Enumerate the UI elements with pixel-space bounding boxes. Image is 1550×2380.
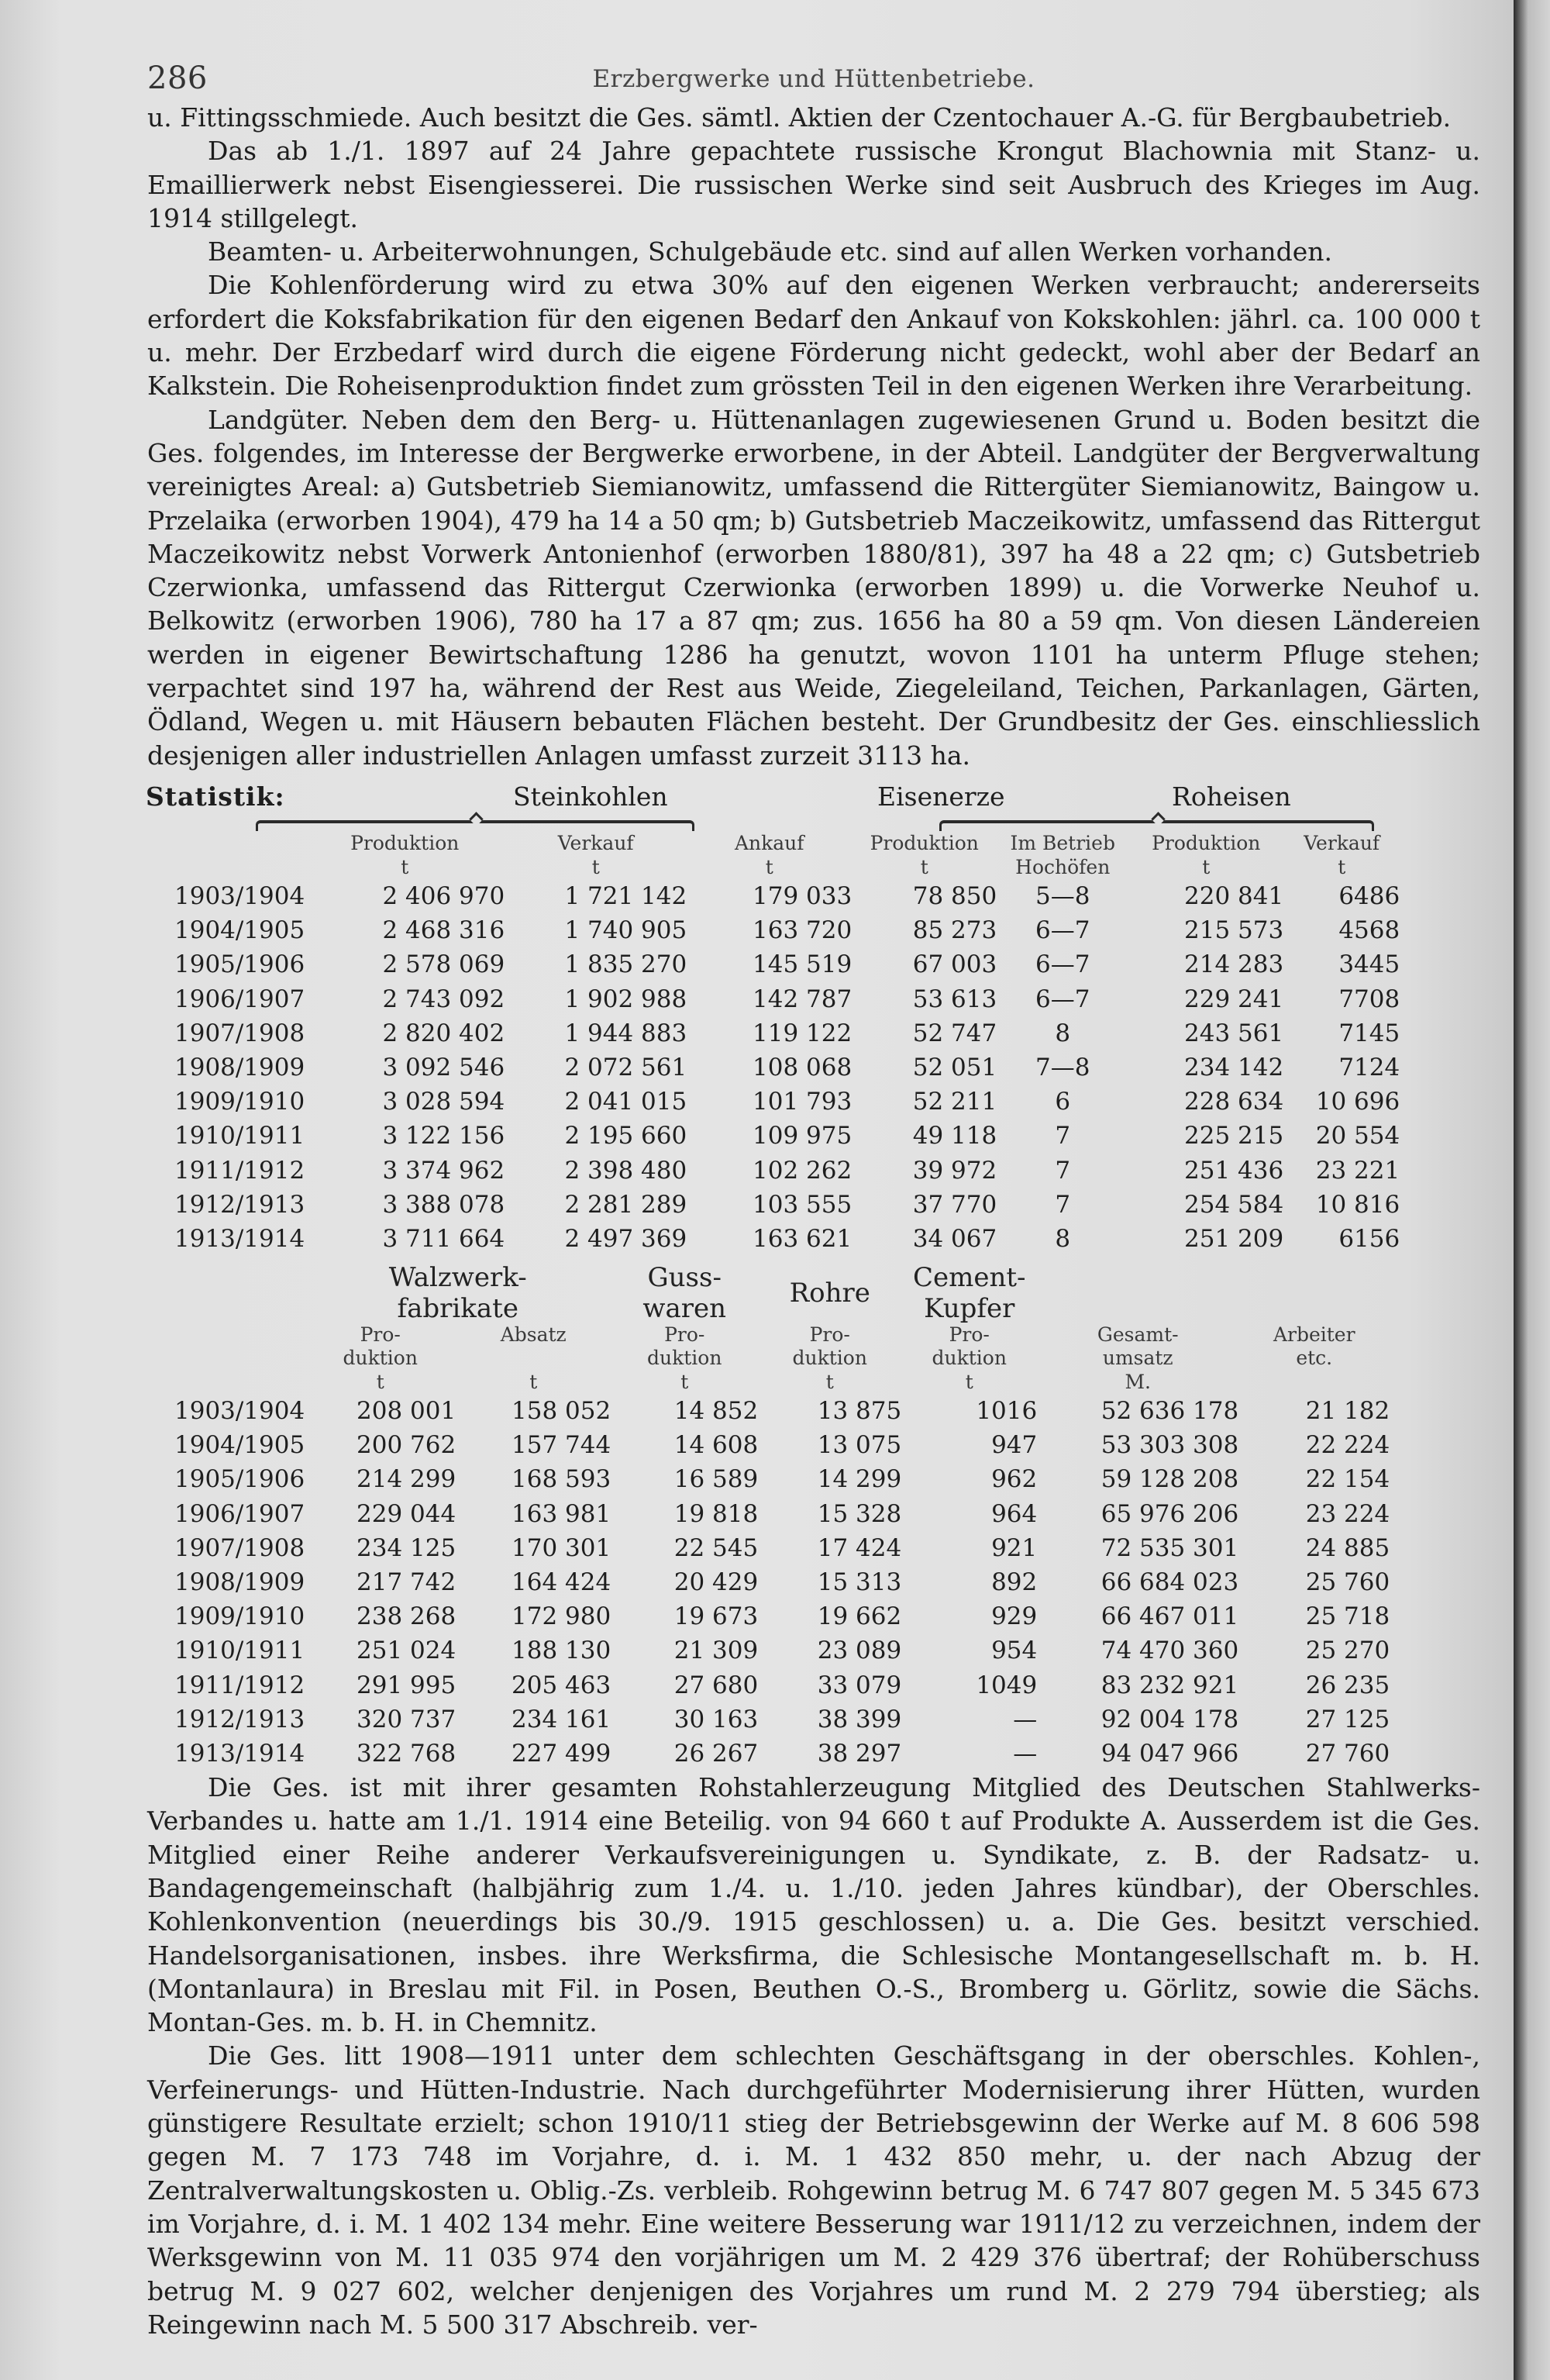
value-cell: 168 593 bbox=[512, 1465, 611, 1494]
value-cell: 7 bbox=[1055, 1122, 1071, 1150]
year-cell: 1911/1912 bbox=[174, 1671, 305, 1699]
col-header-line2: Hochöfen bbox=[1015, 855, 1111, 878]
value-cell: 25 718 bbox=[1305, 1602, 1390, 1631]
table2-unit-row bbox=[147, 1371, 1390, 1394]
value-cell: 21 182 bbox=[1305, 1397, 1390, 1426]
value-cell: 65 976 206 bbox=[1100, 1499, 1239, 1528]
value-cell: 2 578 069 bbox=[382, 950, 505, 979]
value-cell: 229 241 bbox=[1184, 985, 1284, 1013]
col-header: Absatz bbox=[500, 1323, 567, 1346]
value-cell: 15 328 bbox=[817, 1499, 902, 1528]
statistik-heading-row bbox=[147, 778, 1480, 816]
value-cell: 19 818 bbox=[673, 1499, 759, 1528]
value-cell: 179 033 bbox=[753, 882, 852, 911]
value-cell: 4568 bbox=[1338, 916, 1400, 945]
value-cell: 85 273 bbox=[912, 916, 997, 945]
value-cell: 1 740 905 bbox=[564, 916, 687, 945]
table-row bbox=[147, 1531, 1390, 1565]
col-header: duktion bbox=[343, 1347, 418, 1369]
year-cell: 1907/1908 bbox=[174, 1533, 305, 1562]
value-cell: 7 bbox=[1055, 1190, 1071, 1219]
value-cell: 26 267 bbox=[673, 1739, 759, 1768]
value-cell: 22 154 bbox=[1305, 1465, 1390, 1494]
group-guss-line1: Guss- bbox=[647, 1262, 722, 1293]
table-row bbox=[147, 1016, 1400, 1050]
col-header: etc. bbox=[1296, 1347, 1333, 1369]
value-cell: 20 554 bbox=[1315, 1122, 1400, 1150]
table-row bbox=[147, 1633, 1390, 1668]
paragraph-geschaeftsgang: Die Ges. litt 1908—1911 unter dem schlechten Geschäftsgang in der oberschles. Kohlen-, Verfeinerungs- und Hütten-Industrie. Nach durchgeführter Modernisierung ihrer Hütten, wurden günstigere Resultate erzielt; schon 1910/11 stieg der Betriebsgewinn der Werke auf M. 8 606 598 gegen M. 7 173 748 im Vorjahre, d. i. M. 1 432 850 mehr, u. der nach Abzug der Zentralverwaltungskosten u. Oblig.-Zs. verbleib. Rohgewinn betrug M. 6 747 807 gegen M. 5 345 673 im Vorjahre, d. i. M. 1 402 134 mehr. Eine weitere Besserung war 1911/12 zu verzeichnen, indem der Werksgewinn von M. 11 035 974 den vorjährigen um M. 2 429 376 übertraf; der Rohüberschuss betrug M. 9 027 602, welcher denjenigen des Vorjahres um rund M. 2 279 794 überstieg; als Reingewinn nach M. 5 500 317 Abschreib. ver- bbox=[147, 2040, 1480, 2340]
value-cell: 2 398 480 bbox=[564, 1156, 687, 1185]
col-header: Pro- bbox=[949, 1323, 990, 1346]
value-cell: — bbox=[1013, 1739, 1038, 1768]
running-title: Erzbergwerke und Hüttenbetriebe. bbox=[592, 65, 1035, 93]
value-cell: 8 bbox=[1055, 1019, 1071, 1047]
value-cell: 6156 bbox=[1338, 1224, 1400, 1253]
table-row bbox=[147, 1222, 1400, 1256]
value-cell: 14 299 bbox=[817, 1465, 902, 1494]
table-row bbox=[147, 1050, 1400, 1085]
value-cell: 7 bbox=[1055, 1156, 1071, 1185]
unit-label: t bbox=[529, 1371, 538, 1393]
group-cement-line1: Cement- bbox=[912, 1262, 1026, 1293]
value-cell: 19 662 bbox=[817, 1602, 902, 1631]
value-cell: 8 bbox=[1055, 1224, 1071, 1253]
paragraph-blachownia: Das ab 1./1. 1897 auf 24 Jahre gepachtete russische Krongut Blachownia mit Stanz- u. Emaillierwerk nebst Eisengiesserei. Die russischen Werke sind seit Ausbruch des Krieges im Aug. 1914 stillgelegt. bbox=[147, 136, 1480, 233]
value-cell: 10 696 bbox=[1315, 1088, 1400, 1116]
value-cell: 101 793 bbox=[753, 1088, 852, 1116]
value-cell: 37 770 bbox=[912, 1190, 997, 1219]
col-header: Ankauf bbox=[734, 831, 804, 854]
value-cell: 102 262 bbox=[753, 1156, 852, 1185]
unit-label: t bbox=[1338, 855, 1346, 878]
unit-label: t bbox=[825, 1371, 834, 1393]
unit-label: t bbox=[765, 855, 773, 878]
year-cell: 1906/1907 bbox=[174, 985, 305, 1013]
unit-label: t bbox=[680, 1371, 689, 1393]
group-cement-line2: Kupfer bbox=[924, 1293, 1015, 1324]
value-cell: 10 816 bbox=[1315, 1190, 1400, 1219]
value-cell: 14 852 bbox=[673, 1397, 759, 1426]
col-header: umsatz bbox=[1102, 1347, 1173, 1369]
col-header: Pro- bbox=[664, 1323, 705, 1346]
value-cell: 234 161 bbox=[512, 1705, 611, 1733]
value-cell: 103 555 bbox=[753, 1190, 852, 1219]
table1-header-row bbox=[147, 833, 1400, 856]
value-cell: 215 573 bbox=[1184, 916, 1284, 945]
table-row bbox=[147, 947, 1400, 981]
table2-group-row-1 bbox=[147, 1262, 1390, 1293]
value-cell: 163 981 bbox=[512, 1499, 611, 1528]
year-cell: 1911/1912 bbox=[174, 1156, 305, 1185]
brace-roheisen bbox=[939, 820, 1374, 831]
value-cell: 119 122 bbox=[753, 1019, 852, 1047]
value-cell: 39 972 bbox=[912, 1156, 997, 1185]
value-cell: 23 221 bbox=[1315, 1156, 1400, 1185]
value-cell: 229 044 bbox=[356, 1499, 456, 1528]
table-row bbox=[147, 1702, 1390, 1737]
value-cell: 49 118 bbox=[912, 1122, 997, 1150]
group-rohre: Rohre bbox=[789, 1278, 870, 1309]
year-cell: 1909/1910 bbox=[174, 1088, 305, 1116]
value-cell: 208 001 bbox=[356, 1397, 456, 1426]
value-cell: 2 281 289 bbox=[564, 1190, 687, 1219]
statistik-table-2 bbox=[147, 1262, 1390, 1771]
value-cell: 52 051 bbox=[912, 1053, 997, 1081]
value-cell: 3 092 546 bbox=[382, 1053, 505, 1081]
value-cell: 929 bbox=[991, 1602, 1038, 1631]
year-cell: 1908/1909 bbox=[174, 1568, 305, 1597]
value-cell: 33 079 bbox=[817, 1671, 902, 1699]
table-row bbox=[147, 982, 1400, 1016]
unit-label: t bbox=[591, 855, 600, 878]
value-cell: 67 003 bbox=[912, 950, 997, 979]
brace-steinkohlen bbox=[256, 820, 694, 831]
value-cell: 964 bbox=[991, 1499, 1038, 1528]
paragraph-housing: Beamten- u. Arbeiterwohnungen, Schulgebäude etc. sind auf allen Werken vorhanden. bbox=[208, 236, 1333, 267]
table-row bbox=[147, 1737, 1390, 1771]
value-cell: 921 bbox=[991, 1533, 1038, 1562]
group-walzwerk-line2: fabrikate bbox=[397, 1293, 518, 1324]
value-cell: 291 995 bbox=[356, 1671, 456, 1699]
value-cell: 52 636 178 bbox=[1100, 1397, 1239, 1426]
year-cell: 1912/1913 bbox=[174, 1190, 305, 1219]
value-cell: 83 232 921 bbox=[1100, 1671, 1239, 1699]
value-cell: 66 684 023 bbox=[1100, 1568, 1239, 1597]
col-header: Produktion bbox=[870, 831, 979, 854]
value-cell: 142 787 bbox=[753, 985, 852, 1013]
value-cell: 23 089 bbox=[817, 1637, 902, 1665]
value-cell: 3445 bbox=[1338, 950, 1400, 979]
statistik-title: Statistik: bbox=[146, 781, 285, 812]
group-eisenerze: Eisenerze bbox=[877, 781, 1005, 812]
value-cell: 320 737 bbox=[356, 1705, 456, 1733]
group-roheisen: Roheisen bbox=[1172, 781, 1291, 812]
value-cell: 243 561 bbox=[1184, 1019, 1284, 1047]
value-cell: 2 072 561 bbox=[564, 1053, 687, 1081]
table-row bbox=[147, 1428, 1390, 1462]
table2-header-row-1 bbox=[147, 1324, 1390, 1347]
col-header: Verkauf bbox=[557, 831, 634, 854]
value-cell: 22 224 bbox=[1305, 1431, 1390, 1460]
paragraph-continuation: u. Fittingsschmiede. Auch besitzt die Ges. sämtl. Aktien der Czentochauer A.-G. für Bergbaubetrieb. bbox=[147, 102, 1452, 133]
book-spine-shadow bbox=[1514, 0, 1550, 2380]
value-cell: 14 608 bbox=[673, 1431, 759, 1460]
value-cell: 94 047 966 bbox=[1100, 1739, 1239, 1768]
value-cell: 6—7 bbox=[1035, 985, 1090, 1013]
value-cell: 954 bbox=[991, 1637, 1038, 1665]
table-row bbox=[147, 1119, 1400, 1153]
unit-label: t bbox=[920, 855, 928, 878]
page-number: 286 bbox=[147, 60, 208, 96]
value-cell: 3 122 156 bbox=[382, 1122, 505, 1150]
value-cell: 22 545 bbox=[673, 1533, 759, 1562]
value-cell: 34 067 bbox=[912, 1224, 997, 1253]
value-cell: 25 270 bbox=[1305, 1637, 1390, 1665]
year-cell: 1904/1905 bbox=[174, 1431, 305, 1460]
value-cell: 25 760 bbox=[1305, 1568, 1390, 1597]
value-cell: 163 720 bbox=[753, 916, 852, 945]
col-header: duktion bbox=[932, 1347, 1007, 1369]
value-cell: 52 747 bbox=[912, 1019, 997, 1047]
value-cell: 6—7 bbox=[1035, 916, 1090, 945]
table2-header-row-2 bbox=[147, 1347, 1390, 1371]
value-cell: 19 673 bbox=[673, 1602, 759, 1631]
value-cell: 7—8 bbox=[1035, 1053, 1090, 1081]
value-cell: 30 163 bbox=[673, 1705, 759, 1733]
table-row bbox=[147, 1497, 1390, 1531]
col-header: Arbeiter bbox=[1273, 1323, 1355, 1346]
value-cell: 108 068 bbox=[753, 1053, 852, 1081]
year-cell: 1908/1909 bbox=[174, 1053, 305, 1081]
value-cell: 3 388 078 bbox=[382, 1190, 505, 1219]
value-cell: 15 313 bbox=[817, 1568, 902, 1597]
value-cell: 170 301 bbox=[512, 1533, 611, 1562]
col-header: Produktion bbox=[1152, 831, 1261, 854]
value-cell: 13 075 bbox=[817, 1431, 902, 1460]
group-steinkohlen: Steinkohlen bbox=[513, 781, 668, 812]
value-cell: 2 041 015 bbox=[564, 1088, 687, 1116]
value-cell: 7124 bbox=[1338, 1053, 1400, 1081]
unit-label: t bbox=[376, 1371, 384, 1393]
table-row bbox=[147, 1394, 1390, 1428]
value-cell: 27 125 bbox=[1305, 1705, 1390, 1733]
value-cell: 163 621 bbox=[753, 1224, 852, 1253]
year-cell: 1905/1906 bbox=[174, 1465, 305, 1494]
table-row bbox=[147, 1462, 1390, 1496]
value-cell: 2 406 970 bbox=[382, 882, 505, 911]
value-cell: 1049 bbox=[976, 1671, 1038, 1699]
value-cell: 26 235 bbox=[1305, 1671, 1390, 1699]
value-cell: 225 215 bbox=[1184, 1122, 1284, 1150]
value-cell: 20 429 bbox=[673, 1568, 759, 1597]
value-cell: 227 499 bbox=[512, 1739, 611, 1768]
value-cell: 1 902 988 bbox=[564, 985, 687, 1013]
year-cell: 1906/1907 bbox=[174, 1499, 305, 1528]
value-cell: 27 760 bbox=[1305, 1739, 1390, 1768]
table-row bbox=[147, 1085, 1400, 1119]
value-cell: 24 885 bbox=[1305, 1533, 1390, 1562]
value-cell: 145 519 bbox=[753, 950, 852, 979]
value-cell: 214 283 bbox=[1184, 950, 1284, 979]
value-cell: 38 399 bbox=[817, 1705, 902, 1733]
value-cell: 228 634 bbox=[1184, 1088, 1284, 1116]
year-cell: 1910/1911 bbox=[174, 1122, 305, 1150]
value-cell: 72 535 301 bbox=[1100, 1533, 1239, 1562]
value-cell: 205 463 bbox=[512, 1671, 611, 1699]
value-cell: 172 980 bbox=[512, 1602, 611, 1631]
value-cell: 1 721 142 bbox=[564, 882, 687, 911]
value-cell: 66 467 011 bbox=[1100, 1602, 1239, 1631]
value-cell: 92 004 178 bbox=[1100, 1705, 1239, 1733]
value-cell: 21 309 bbox=[673, 1637, 759, 1665]
col-header: Verkauf bbox=[1304, 831, 1380, 854]
value-cell: 892 bbox=[991, 1568, 1038, 1597]
value-cell: 1016 bbox=[976, 1397, 1038, 1426]
value-cell: 251 024 bbox=[356, 1637, 456, 1665]
value-cell: 6—7 bbox=[1035, 950, 1090, 979]
paragraph-stahlwerksverband: Die Ges. ist mit ihrer gesamten Rohstahlerzeugung Mitglied des Deutschen Stahlwerks-Verbandes u. hatte am 1./1. 1914 eine Beteilig. von 94 660 t auf Produkte A. Ausserdem ist die Ges. Mitglied einer Reihe anderer Verkaufsvereinigungen u. Syndikate, z. B. der Radsatz- u. Bandagengemeinschaft (halbjährig zum 1./4. u. 1./10. jeden Jahres kündbar), der Oberschles. Kohlenkonvention (neuerdings bis 30./9. 1915 geschlossen) u. a. Die Ges. besitzt verschied. Handelsorganisationen, insbes. ihre Werksfirma, die Schlesische Montangesellschaft m. b. H. (Montanlaura) in Breslau mit Fil. in Posen, Beuthen O.-S., Bromberg u. Görlitz, sowie die Sächs. Montan-Ges. m. b. H. in Chemnitz. bbox=[147, 1772, 1480, 2038]
value-cell: — bbox=[1013, 1705, 1038, 1733]
paragraph-landgueter: Landgüter. Neben dem den Berg- u. Hüttenanlagen zugewiesenen Grund u. Boden besitzt die Ges. folgendes, im Interesse der Bergwerke erworbene, in der Abteil. Landgüter der Bergverwaltung vereinigtes Areal: a) Gutsbetrieb Siemianowitz, umfassend die Rittergüter Siemianowitz, Baingow u. Przelaika (erworben 1904), 479 ha 14 a 50 qm; b) Gutsbetrieb Maczeikowitz, umfassend das Rittergut Maczeikowitz nebst Vorwerk Antonienhof (erworben 1880/81), 397 ha 48 a 22 qm; c) Gutsbetrieb Czerwionka, umfassend das Rittergut Czerwionka (erworben 1899) u. die Vorwerke Neuhof u. Belkowitz (erworben 1906), 780 ha 17 a 87 qm; zus. 1656 ha 80 a 59 qm. Von diesen Ländereien werden in eigener Bewirtschaftung 1286 ha genutzt, wovon 1101 ha unterm Pfluge stehen; verpachtet sind 197 ha, während der Rest aus Weide, Ziegeleiland, Teichen, Parkanlagen, Gärten, Ödland, Wegen u. mit Häusern bebauten Flächen besteht. Der Grundbesitz der Ges. einschliesslich desjenigen aller industriellen Anlagen umfasst zurzeit 3113 ha. bbox=[147, 404, 1480, 771]
table-row bbox=[147, 1188, 1400, 1222]
value-cell: 2 497 369 bbox=[564, 1224, 687, 1253]
value-cell: 2 743 092 bbox=[382, 985, 505, 1013]
value-cell: 1 835 270 bbox=[564, 950, 687, 979]
year-cell: 1905/1906 bbox=[174, 950, 305, 979]
year-cell: 1904/1905 bbox=[174, 916, 305, 945]
value-cell: 251 436 bbox=[1184, 1156, 1284, 1185]
value-cell: 53 613 bbox=[912, 985, 997, 1013]
value-cell: 6486 bbox=[1338, 882, 1400, 911]
col-header: duktion bbox=[792, 1347, 867, 1369]
value-cell: 16 589 bbox=[673, 1465, 759, 1494]
value-cell: 214 299 bbox=[356, 1465, 456, 1494]
value-cell: 5—8 bbox=[1035, 882, 1090, 911]
value-cell: 7145 bbox=[1338, 1019, 1400, 1047]
value-cell: 52 211 bbox=[912, 1088, 997, 1116]
col-header: duktion bbox=[647, 1347, 722, 1369]
year-cell: 1913/1914 bbox=[174, 1739, 305, 1768]
year-cell: 1913/1914 bbox=[174, 1224, 305, 1253]
table-row bbox=[147, 1668, 1390, 1702]
value-cell: 2 468 316 bbox=[382, 916, 505, 945]
table-row bbox=[147, 1153, 1400, 1187]
group-braces bbox=[147, 816, 1480, 833]
value-cell: 3 374 962 bbox=[382, 1156, 505, 1185]
value-cell: 200 762 bbox=[356, 1431, 456, 1460]
value-cell: 322 768 bbox=[356, 1739, 456, 1768]
value-cell: 2 195 660 bbox=[564, 1122, 687, 1150]
value-cell: 234 125 bbox=[356, 1533, 456, 1562]
value-cell: 234 142 bbox=[1184, 1053, 1284, 1081]
unit-label: M. bbox=[1125, 1371, 1151, 1393]
col-header: Im Betrieb bbox=[1010, 831, 1115, 854]
table-row bbox=[147, 913, 1400, 947]
value-cell: 238 268 bbox=[356, 1602, 456, 1631]
value-cell: 188 130 bbox=[512, 1637, 611, 1665]
value-cell: 78 850 bbox=[912, 882, 997, 911]
value-cell: 220 841 bbox=[1184, 882, 1284, 911]
value-cell: 164 424 bbox=[512, 1568, 611, 1597]
value-cell: 254 584 bbox=[1184, 1190, 1284, 1219]
unit-label: t bbox=[1202, 855, 1211, 878]
value-cell: 158 052 bbox=[512, 1397, 611, 1426]
value-cell: 217 742 bbox=[356, 1568, 456, 1597]
year-cell: 1909/1910 bbox=[174, 1602, 305, 1631]
table-row bbox=[147, 1565, 1390, 1599]
value-cell: 157 744 bbox=[512, 1431, 611, 1460]
value-cell: 1 944 883 bbox=[564, 1019, 687, 1047]
year-cell: 1907/1908 bbox=[174, 1019, 305, 1047]
year-cell: 1903/1904 bbox=[174, 882, 305, 911]
group-guss-line2: waren bbox=[642, 1293, 727, 1324]
value-cell: 3 028 594 bbox=[382, 1088, 505, 1116]
value-cell: 962 bbox=[991, 1465, 1038, 1494]
year-cell: 1910/1911 bbox=[174, 1637, 305, 1665]
value-cell: 74 470 360 bbox=[1100, 1637, 1239, 1665]
value-cell: 27 680 bbox=[673, 1671, 759, 1699]
value-cell: 2 820 402 bbox=[382, 1019, 505, 1047]
col-header: Produktion bbox=[350, 831, 460, 854]
statistik-table-1 bbox=[147, 833, 1400, 1256]
value-cell: 109 975 bbox=[753, 1122, 852, 1150]
unit-label bbox=[1238, 1371, 1390, 1394]
value-cell: 38 297 bbox=[817, 1739, 902, 1768]
value-cell: 251 209 bbox=[1184, 1224, 1284, 1253]
table-row bbox=[147, 1599, 1390, 1633]
unit-label: t bbox=[965, 1371, 973, 1393]
value-cell: 7708 bbox=[1338, 985, 1400, 1013]
page-header bbox=[147, 54, 1480, 101]
col-header: Pro- bbox=[360, 1323, 401, 1346]
value-cell: 23 224 bbox=[1305, 1499, 1390, 1528]
value-cell: 13 875 bbox=[817, 1397, 902, 1426]
value-cell: 3 711 664 bbox=[382, 1224, 505, 1253]
page-content bbox=[147, 47, 1480, 2341]
unit-label: t bbox=[401, 855, 409, 878]
table1-unit-row bbox=[147, 856, 1400, 879]
year-cell: 1903/1904 bbox=[174, 1397, 305, 1426]
col-header: Pro- bbox=[809, 1323, 850, 1346]
value-cell: 17 424 bbox=[817, 1533, 902, 1562]
value-cell: 53 303 308 bbox=[1100, 1431, 1239, 1460]
group-walzwerk-line1: Walzwerk- bbox=[388, 1262, 527, 1293]
col-header bbox=[456, 1347, 611, 1371]
table-row bbox=[147, 879, 1400, 913]
value-cell: 947 bbox=[991, 1431, 1038, 1460]
year-cell: 1912/1913 bbox=[174, 1705, 305, 1733]
value-cell: 6 bbox=[1055, 1088, 1071, 1116]
value-cell: 59 128 208 bbox=[1100, 1465, 1239, 1494]
col-header: Gesamt- bbox=[1097, 1323, 1179, 1346]
paragraph-coal: Die Kohlenförderung wird zu etwa 30% auf den eigenen Werken verbraucht; andererseits erfordert die Koksfabrikation für den eigenen Bedarf den Ankauf von Kokskohlen: jährl. ca. 100 000 t u. mehr. Der Erzbedarf wird durch die eigene Förderung nicht gedeckt, wohl aber der Bedarf an Kalkstein. Die Roheisenproduktion findet zum grössten Teil in den eigenen Werken ihre Verarbeitung. bbox=[147, 270, 1480, 402]
